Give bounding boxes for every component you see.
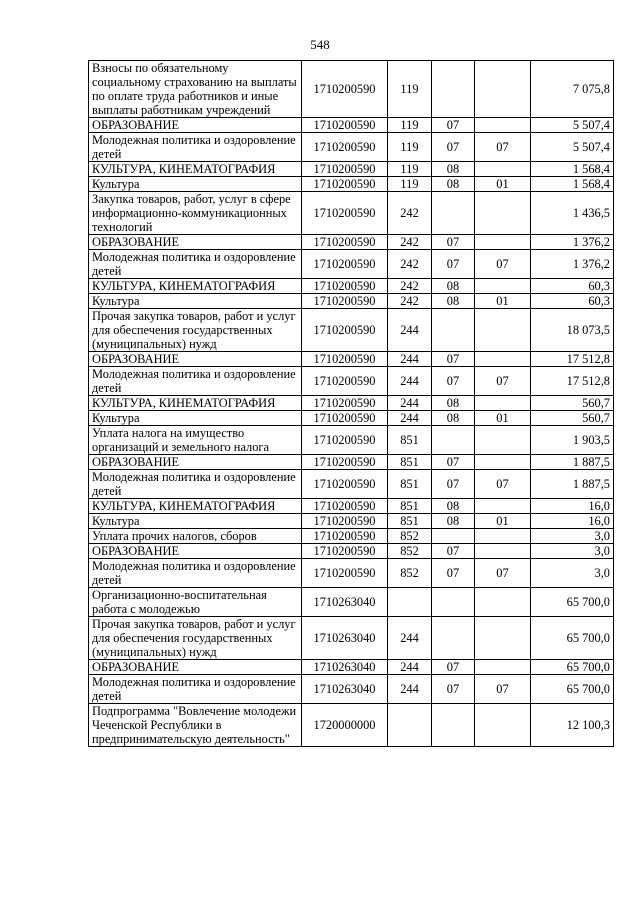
target-article-cell: 1710200590: [302, 559, 388, 588]
target-article-cell: 1710263040: [302, 660, 388, 675]
table-row: [89, 514, 614, 529]
budget-table-body: [89, 61, 614, 747]
subsection-cell: [475, 192, 531, 235]
subsection-cell: 01: [475, 411, 531, 426]
subsection-cell: 07: [475, 470, 531, 499]
subsection-cell: 01: [475, 294, 531, 309]
row-name-cell: ОБРАЗОВАНИЕ: [89, 660, 302, 675]
table-row: [89, 588, 614, 617]
table-row: [89, 455, 614, 470]
amount-cell: 1 436,5: [531, 192, 614, 235]
table-row: [89, 704, 614, 747]
amount-cell: 17 512,8: [531, 352, 614, 367]
target-article-cell: 1710200590: [302, 396, 388, 411]
row-name-cell: КУЛЬТУРА, КИНЕМАТОГРАФИЯ: [89, 499, 302, 514]
section-cell: [432, 61, 475, 118]
table-row: [89, 279, 614, 294]
row-name-cell: Культура: [89, 514, 302, 529]
section-cell: 08: [432, 294, 475, 309]
amount-cell: 16,0: [531, 499, 614, 514]
section-cell: 07: [432, 660, 475, 675]
expense-type-cell: 851: [388, 455, 432, 470]
row-name-cell: Культура: [89, 411, 302, 426]
expense-type-cell: 242: [388, 294, 432, 309]
subsection-cell: 07: [475, 675, 531, 704]
row-name-cell: Закупка товаров, работ, услуг в сфере информационно-коммуникационных технологий: [89, 192, 302, 235]
target-article-cell: 1710200590: [302, 352, 388, 367]
section-cell: [432, 529, 475, 544]
section-cell: [432, 309, 475, 352]
subsection-cell: [475, 617, 531, 660]
target-article-cell: 1710263040: [302, 675, 388, 704]
subsection-cell: [475, 279, 531, 294]
expense-type-cell: 244: [388, 675, 432, 704]
section-cell: [432, 426, 475, 455]
row-name-cell: ОБРАЗОВАНИЕ: [89, 544, 302, 559]
expense-type-cell: 851: [388, 426, 432, 455]
amount-cell: 1 887,5: [531, 455, 614, 470]
target-article-cell: 1720000000: [302, 704, 388, 747]
row-name-cell: ОБРАЗОВАНИЕ: [89, 455, 302, 470]
subsection-cell: [475, 660, 531, 675]
table-row: [89, 617, 614, 660]
page-number: 548: [310, 37, 330, 52]
section-cell: 07: [432, 367, 475, 396]
amount-cell: 65 700,0: [531, 617, 614, 660]
expense-type-cell: 244: [388, 660, 432, 675]
subsection-cell: [475, 309, 531, 352]
target-article-cell: 1710200590: [302, 177, 388, 192]
row-name-cell: КУЛЬТУРА, КИНЕМАТОГРАФИЯ: [89, 162, 302, 177]
target-article-cell: 1710200590: [302, 118, 388, 133]
expense-type-cell: [388, 704, 432, 747]
target-article-cell: 1710200590: [302, 309, 388, 352]
target-article-cell: 1710200590: [302, 411, 388, 426]
section-cell: 07: [432, 118, 475, 133]
subsection-cell: 07: [475, 559, 531, 588]
row-name-cell: Молодежная политика и оздоровление детей: [89, 559, 302, 588]
row-name-cell: ОБРАЗОВАНИЕ: [89, 235, 302, 250]
amount-cell: 1 568,4: [531, 162, 614, 177]
section-cell: [432, 704, 475, 747]
subsection-cell: 07: [475, 250, 531, 279]
subsection-cell: [475, 544, 531, 559]
section-cell: 07: [432, 250, 475, 279]
amount-cell: 3,0: [531, 529, 614, 544]
target-article-cell: 1710200590: [302, 279, 388, 294]
section-cell: [432, 192, 475, 235]
row-name-cell: Организационно-воспитательная работа с молодежью: [89, 588, 302, 617]
expense-type-cell: 852: [388, 544, 432, 559]
subsection-cell: [475, 396, 531, 411]
row-name-cell: Молодежная политика и оздоровление детей: [89, 250, 302, 279]
target-article-cell: 1710200590: [302, 426, 388, 455]
amount-cell: 65 700,0: [531, 675, 614, 704]
row-name-cell: Взносы по обязательному социальному страхованию на выплаты по оплате труда работников и иные выплаты работникам учреждений: [89, 61, 302, 118]
section-cell: [432, 588, 475, 617]
target-article-cell: 1710200590: [302, 499, 388, 514]
subsection-cell: [475, 455, 531, 470]
target-article-cell: 1710200590: [302, 470, 388, 499]
table-row: [89, 294, 614, 309]
section-cell: 08: [432, 177, 475, 192]
row-name-cell: Молодежная политика и оздоровление детей: [89, 675, 302, 704]
subsection-cell: [475, 499, 531, 514]
section-cell: [432, 617, 475, 660]
budget-table: [88, 60, 614, 747]
amount-cell: 3,0: [531, 544, 614, 559]
amount-cell: 60,3: [531, 279, 614, 294]
subsection-cell: [475, 704, 531, 747]
table-row: [89, 660, 614, 675]
amount-cell: 560,7: [531, 396, 614, 411]
amount-cell: 560,7: [531, 411, 614, 426]
row-name-cell: Культура: [89, 177, 302, 192]
table-row: [89, 309, 614, 352]
amount-cell: 65 700,0: [531, 660, 614, 675]
amount-cell: 1 903,5: [531, 426, 614, 455]
row-name-cell: ОБРАЗОВАНИЕ: [89, 352, 302, 367]
subsection-cell: [475, 235, 531, 250]
subsection-cell: [475, 529, 531, 544]
section-cell: 07: [432, 559, 475, 588]
row-name-cell: КУЛЬТУРА, КИНЕМАТОГРАФИЯ: [89, 396, 302, 411]
amount-cell: 5 507,4: [531, 133, 614, 162]
table-row: [89, 411, 614, 426]
table-row: [89, 177, 614, 192]
subsection-cell: 07: [475, 133, 531, 162]
subsection-cell: [475, 352, 531, 367]
table-row: [89, 529, 614, 544]
amount-cell: 1 376,2: [531, 235, 614, 250]
table-row: [89, 426, 614, 455]
amount-cell: 18 073,5: [531, 309, 614, 352]
table-row: [89, 133, 614, 162]
section-cell: 08: [432, 411, 475, 426]
row-name-cell: Прочая закупка товаров, работ и услуг для обеспечения государственных (муниципальных) нужд: [89, 617, 302, 660]
target-article-cell: 1710200590: [302, 192, 388, 235]
expense-type-cell: 119: [388, 162, 432, 177]
amount-cell: 1 376,2: [531, 250, 614, 279]
section-cell: 08: [432, 514, 475, 529]
target-article-cell: 1710200590: [302, 514, 388, 529]
expense-type-cell: 851: [388, 514, 432, 529]
table-row: [89, 250, 614, 279]
expense-type-cell: 852: [388, 529, 432, 544]
section-cell: 07: [432, 675, 475, 704]
section-cell: 07: [432, 235, 475, 250]
expense-type-cell: 242: [388, 235, 432, 250]
subsection-cell: 01: [475, 177, 531, 192]
table-row: [89, 544, 614, 559]
table-row: [89, 192, 614, 235]
row-name-cell: ОБРАЗОВАНИЕ: [89, 118, 302, 133]
expense-type-cell: 244: [388, 309, 432, 352]
expense-type-cell: 242: [388, 192, 432, 235]
expense-type-cell: 244: [388, 352, 432, 367]
subsection-cell: [475, 118, 531, 133]
amount-cell: 65 700,0: [531, 588, 614, 617]
section-cell: 08: [432, 279, 475, 294]
table-row: [89, 118, 614, 133]
expense-type-cell: 244: [388, 367, 432, 396]
row-name-cell: Молодежная политика и оздоровление детей: [89, 133, 302, 162]
expense-type-cell: 851: [388, 499, 432, 514]
row-name-cell: Подпрограмма "Вовлечение молодежи Чеченской Республики в предпринимательскую деятельность": [89, 704, 302, 747]
row-name-cell: Уплата прочих налогов, сборов: [89, 529, 302, 544]
amount-cell: 7 075,8: [531, 61, 614, 118]
target-article-cell: 1710200590: [302, 455, 388, 470]
row-name-cell: Культура: [89, 294, 302, 309]
amount-cell: 16,0: [531, 514, 614, 529]
expense-type-cell: 242: [388, 250, 432, 279]
amount-cell: 1 568,4: [531, 177, 614, 192]
table-row: [89, 675, 614, 704]
table-row: [89, 396, 614, 411]
row-name-cell: КУЛЬТУРА, КИНЕМАТОГРАФИЯ: [89, 279, 302, 294]
section-cell: 07: [432, 455, 475, 470]
section-cell: 07: [432, 133, 475, 162]
subsection-cell: 01: [475, 514, 531, 529]
subsection-cell: [475, 61, 531, 118]
expense-type-cell: 119: [388, 133, 432, 162]
target-article-cell: 1710200590: [302, 294, 388, 309]
section-cell: 07: [432, 352, 475, 367]
expense-type-cell: 851: [388, 470, 432, 499]
expense-type-cell: 244: [388, 396, 432, 411]
row-name-cell: Молодежная политика и оздоровление детей: [89, 367, 302, 396]
table-row: [89, 470, 614, 499]
amount-cell: 3,0: [531, 559, 614, 588]
expense-type-cell: 242: [388, 279, 432, 294]
section-cell: 08: [432, 396, 475, 411]
amount-cell: 60,3: [531, 294, 614, 309]
table-row: [89, 559, 614, 588]
subsection-cell: [475, 426, 531, 455]
table-row: [89, 499, 614, 514]
amount-cell: 5 507,4: [531, 118, 614, 133]
amount-cell: 12 100,3: [531, 704, 614, 747]
target-article-cell: 1710200590: [302, 162, 388, 177]
subsection-cell: [475, 162, 531, 177]
expense-type-cell: 244: [388, 411, 432, 426]
target-article-cell: 1710263040: [302, 588, 388, 617]
target-article-cell: 1710200590: [302, 235, 388, 250]
expense-type-cell: 119: [388, 177, 432, 192]
target-article-cell: 1710200590: [302, 61, 388, 118]
table-row: [89, 162, 614, 177]
section-cell: 08: [432, 499, 475, 514]
expense-type-cell: 852: [388, 559, 432, 588]
table-row: [89, 235, 614, 250]
table-row: [89, 367, 614, 396]
subsection-cell: 07: [475, 367, 531, 396]
target-article-cell: 1710200590: [302, 529, 388, 544]
section-cell: 07: [432, 544, 475, 559]
subsection-cell: [475, 588, 531, 617]
target-article-cell: 1710200590: [302, 250, 388, 279]
table-row: [89, 61, 614, 118]
section-cell: 07: [432, 470, 475, 499]
target-article-cell: 1710200590: [302, 133, 388, 162]
expense-type-cell: 244: [388, 617, 432, 660]
amount-cell: 17 512,8: [531, 367, 614, 396]
table-row: [89, 352, 614, 367]
row-name-cell: Уплата налога на имущество организаций и земельного налога: [89, 426, 302, 455]
amount-cell: 1 887,5: [531, 470, 614, 499]
expense-type-cell: 119: [388, 118, 432, 133]
expense-type-cell: 119: [388, 61, 432, 118]
target-article-cell: 1710263040: [302, 617, 388, 660]
row-name-cell: Молодежная политика и оздоровление детей: [89, 470, 302, 499]
expense-type-cell: [388, 588, 432, 617]
row-name-cell: Прочая закупка товаров, работ и услуг для обеспечения государственных (муниципальных) нужд: [89, 309, 302, 352]
target-article-cell: 1710200590: [302, 367, 388, 396]
section-cell: 08: [432, 162, 475, 177]
target-article-cell: 1710200590: [302, 544, 388, 559]
